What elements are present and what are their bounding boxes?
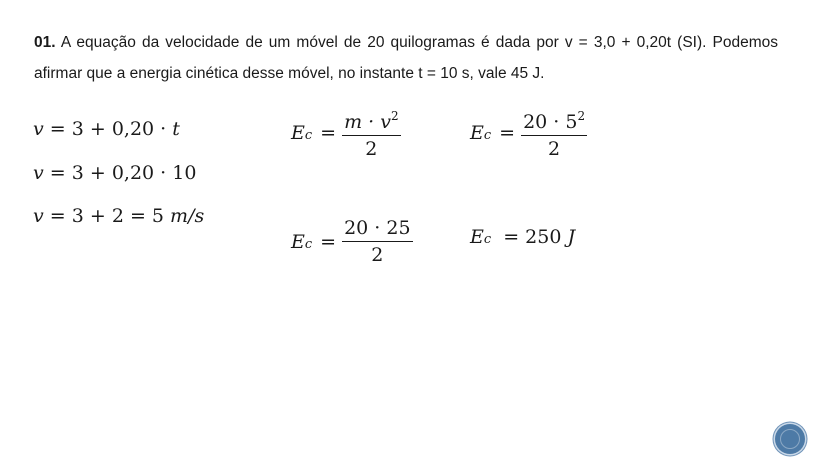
energy-subscript: c — [483, 232, 492, 247]
velocity-step-2 — [33, 162, 196, 184]
equals-sign: = — [499, 122, 516, 144]
energy-lhs — [470, 122, 491, 144]
denominator: 2 — [548, 138, 561, 160]
velocity-step-1 — [33, 118, 180, 140]
velocity-var: v — [33, 205, 44, 227]
velocity-expression: = 3 + 0,20 · 10 — [49, 162, 197, 184]
badge-inner-ring — [780, 429, 800, 449]
energy-computation — [291, 216, 413, 268]
equals-sign: = — [320, 231, 337, 253]
numerator — [521, 104, 587, 136]
energy-symbol: E — [470, 226, 484, 248]
denominator: 2 — [365, 138, 378, 160]
time-var: t — [172, 118, 180, 140]
energy-lhs — [291, 231, 312, 253]
velocity-expression: = 3 + 2 = 5 — [49, 205, 171, 227]
energy-lhs — [291, 122, 312, 144]
energy-subscript: c — [483, 128, 492, 143]
fraction — [342, 216, 412, 268]
exponent: 2 — [577, 109, 586, 123]
problem-text: A equação da velocidade de um móvel de 20 quilogramas é dada por v = 3,0 + 0,20t (SI). Podemos afirmar que a energia cinética desse móvel, no instante t = 10 s, vale 45 J. — [34, 34, 779, 82]
energy-formula — [291, 104, 401, 162]
energy-substitution — [470, 104, 587, 162]
numerator: 20 · 25 — [342, 216, 412, 242]
fraction — [342, 104, 401, 162]
velocity-step-3 — [33, 205, 204, 227]
energy-symbol: E — [470, 122, 484, 144]
energy-lhs — [470, 226, 491, 248]
energy-symbol: E — [291, 122, 305, 144]
energy-unit: J — [567, 226, 576, 248]
fraction — [521, 104, 587, 162]
exponent: 2 — [390, 109, 399, 123]
denominator: 2 — [371, 244, 384, 266]
velocity-unit: m/s — [170, 205, 205, 227]
problem-statement — [34, 27, 778, 89]
equals-sign: = — [320, 122, 337, 144]
velocity-expression: = 3 + 0,20 · — [49, 118, 173, 140]
problem-number: 01. — [34, 34, 56, 51]
energy-symbol: E — [291, 231, 305, 253]
slide-logo-badge-icon — [775, 424, 805, 454]
velocity-var: v — [33, 162, 44, 184]
energy-value: = 250 — [503, 226, 568, 248]
numerator-text: 20 · 5 — [523, 111, 578, 133]
numerator-text: m · v — [344, 111, 391, 133]
velocity-var: v — [33, 118, 44, 140]
numerator — [342, 104, 401, 136]
energy-result — [470, 226, 575, 248]
energy-subscript: c — [304, 128, 313, 143]
energy-subscript: c — [304, 237, 313, 252]
